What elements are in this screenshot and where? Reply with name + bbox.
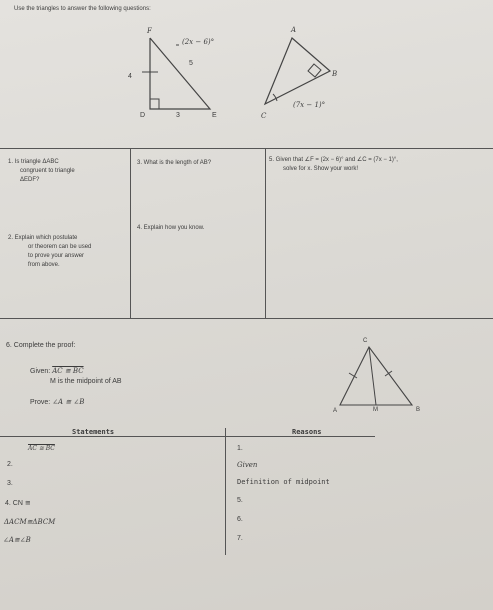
reason-5: 6.: [237, 516, 243, 523]
question-1: 1. Is triangle ΔABC congruent to triangle ΔEDF?: [8, 159, 75, 183]
label-fig3-C: C: [363, 338, 368, 344]
table-bottom-border: [0, 318, 493, 319]
proof-header-line: [0, 436, 375, 437]
label-E: E: [212, 112, 217, 119]
label-fig3-M: M: [373, 407, 378, 413]
statement-3: 3.: [7, 480, 13, 487]
statement-1: AC ≅ BC: [28, 445, 55, 452]
label-C: C: [261, 112, 267, 120]
label-side-4: 4: [128, 73, 132, 80]
question-2: 2. Explain which postulate or theorem can be used to prove your answer from above.: [8, 235, 92, 268]
triangle-acb-figure: [330, 335, 430, 420]
label-B: B: [332, 70, 338, 78]
statement-5: ΔACM≅ΔBCM: [4, 518, 56, 526]
table-divider-1: [130, 148, 131, 318]
question-4: 4. Explain how you know.: [137, 225, 205, 231]
label-F: F: [147, 27, 152, 35]
reason-3: Definition of midpoint: [237, 478, 330, 486]
question-3: 3. What is the length of AB?: [137, 160, 212, 166]
label-fig3-A: A: [333, 408, 338, 414]
label-angle-C: (7x − 1)°: [293, 101, 326, 109]
reasons-header: Reasons: [292, 428, 322, 436]
question-5: 5. Given that ∠F = (2x − 6)° and ∠C = (7x − 1)°, solve for x. Show your work!: [269, 157, 398, 172]
reason-6: 7.: [237, 535, 243, 542]
reason-1: 1.: [237, 445, 243, 452]
statement-4: 4. CN ≅: [5, 500, 31, 507]
table-divider-2: [265, 148, 266, 318]
reason-4: 5.: [237, 497, 243, 504]
right-angle-mark-b: [308, 64, 321, 77]
label-fig3-B: B: [416, 407, 421, 413]
label-A: A: [291, 26, 297, 34]
statements-header: Statements: [72, 428, 115, 436]
label-side-3: 3: [176, 112, 180, 119]
reason-2: Given: [237, 461, 258, 469]
proof-divider: [225, 428, 226, 555]
table-top-border: [0, 148, 493, 149]
label-D: D: [140, 112, 146, 119]
label-angle-F: (2x − 6)°: [182, 38, 215, 46]
right-angle-mark: [150, 99, 159, 109]
tick-bc: [385, 371, 392, 376]
statement-6: ∠A≅∠B: [3, 536, 31, 544]
statement-2: 2.: [7, 461, 13, 468]
label-side-5: 5: [189, 60, 193, 67]
given-midpoint: M is the midpoint of AB: [50, 378, 122, 385]
prove-block: Prove: ∠A ≅ ∠B: [30, 398, 85, 406]
triangle-acb: [340, 347, 412, 405]
triangle-def: [150, 38, 210, 109]
instructions: Use the triangles to answer the following questions:: [14, 6, 151, 12]
given-block: Given: AC ≅ BC: [30, 367, 84, 375]
question-6-title: 6. Complete the proof:: [6, 342, 76, 349]
